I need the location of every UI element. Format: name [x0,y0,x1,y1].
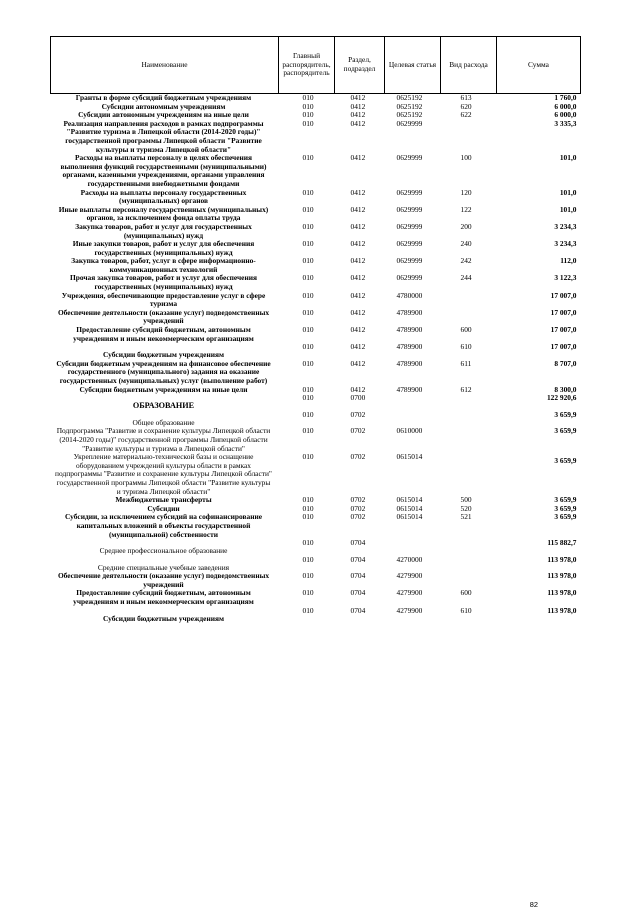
row-chief-manager: 010 [302,538,314,548]
row-section: 0704 [350,605,366,615]
header-chief-manager: Главный распорядитель, распорядитель [279,37,335,94]
row-sum: 17 007,0 [550,290,577,300]
row-sum: 1 760,0 [497,94,581,103]
row-target-article: 0629999 [396,118,423,128]
row-expense-type [441,394,497,411]
row-chief-manager: 010 [302,409,314,419]
row-target-article: 0625192 [385,94,441,103]
row-expense-type [441,453,497,496]
budget-table [50,36,581,623]
row-name: Гранты в форме субсидий бюджетным учреждениям [51,94,279,103]
row-name: Межбюджетные трансферты [115,495,212,505]
row-expense-type: 120 [460,187,472,197]
row-target-article: 0615014 [396,495,423,505]
row-expense-type: 244 [460,273,472,283]
row-expense-type: 500 [460,495,472,505]
row-target-article: 4789900 [396,342,423,352]
row-sum: 3 659,9 [554,456,577,466]
row-expense-type: 200 [460,221,472,231]
row-name: Реализация направления расходов в рамках подпрограммы "Развитие туризма в Липецкой области (2014-2020 годы)" государственной программы Липецкой области "Развитие культуры и туризма Липецкой области" [63,118,264,154]
row-target-article: 4279900 [396,588,423,598]
row-target-article: 0615014 [396,452,423,462]
table-row [51,496,581,505]
row-expense-type: 612 [460,384,472,394]
page-number: 82 [529,900,538,909]
row-target-article: 4780000 [396,290,423,300]
row-expense-type: 622 [460,110,472,120]
row-target-article: 0629999 [396,256,423,266]
row-target-article [385,411,441,428]
row-expense-type [441,120,497,154]
row-target-article: 0629999 [396,273,423,283]
row-name: Субсидии бюджетным учреждениям на иные цели [79,384,248,394]
row-sum: 3 122,3 [554,273,577,283]
row-expense-type [441,427,497,453]
row-target-article [385,394,441,411]
table-header [51,37,581,94]
row-sum: 6 000,0 [554,110,577,120]
row-name: Иные выплаты персоналу государственных (муниципальных) органов, за исключением фонда оплаты труда [58,204,269,223]
row-expense-type: 520 [460,503,472,513]
row-chief-manager: 010 [302,495,314,505]
row-expense-type [441,539,497,556]
row-section: 0412 [350,118,366,128]
row-target-article: 4789900 [396,325,423,335]
row-section: 0702 [350,452,366,462]
table-body [51,94,581,624]
row-sum: 3 335,3 [554,118,577,128]
row-name: Предоставление субсидий бюджетным, автономным учреждениям и иным некоммерческим организациям [73,588,254,607]
table-row [51,386,581,395]
row-target-article: 4789900 [396,384,423,394]
row-sum: 3 659,9 [554,503,577,513]
row-name: Субсидии [147,503,180,513]
row-name: Закупка товаров, работ, услуг в сфере информационно-коммуникационных технологий [71,256,256,274]
row-target-article: 0629999 [396,204,423,214]
row-name: Предоставление субсидий бюджетным, автономным учреждениям и иным некоммерческим организациям [73,325,254,343]
row-expense-type: 610 [460,605,472,615]
budget-table-page [50,36,580,909]
row-target-article: 0629999 [396,239,423,249]
table-row [51,206,581,223]
row-target-article: 0629999 [396,187,423,197]
row-expense-type: 610 [460,342,472,352]
row-target-article: 0615014 [396,503,423,513]
table-row [51,394,581,411]
table-row [51,326,581,343]
row-chief-manager: 010 [302,393,314,403]
row-sum: 8 707,0 [554,358,577,368]
row-section: 0702 [350,503,366,513]
row-section: 0412 [335,94,385,103]
row-expense-type [441,556,497,573]
row-chief-manager: 010 [302,187,314,197]
row-sum: 3 234,3 [554,239,577,249]
row-expense-type: 521 [460,512,472,522]
row-chief-manager: 010 [302,503,314,513]
row-sum: 101,0 [559,187,577,197]
row-name: Субсидии автономным учреждениям на иные цели [78,110,249,120]
row-name: Среднее профессиональное образование [99,546,228,556]
row-expense-type: 600 [460,325,472,335]
row-chief-manager: 010 [302,101,314,111]
header-expense-type: Вид расхода [441,37,497,94]
table-row [51,223,581,240]
row-chief-manager: 010 [302,325,314,335]
row-section: 0412 [350,256,366,266]
row-expense-type [441,309,497,326]
row-name: ОБРАЗОВАНИЕ [132,401,195,411]
header-section: Раздел, подраздел [335,37,385,94]
row-chief-manager: 010 [279,94,335,103]
row-sum: 6 000,0 [554,101,577,111]
row-name: Общее образование [132,417,195,427]
row-section: 0702 [350,409,366,419]
row-section: 0412 [350,110,366,120]
row-target-article: 0610000 [396,426,423,436]
row-expense-type: 100 [460,153,472,163]
row-target-article: 0629999 [396,153,423,163]
row-name: Обеспечение деятельности (оказание услуг) подведомственных учреждений [57,307,270,326]
row-chief-manager: 010 [302,118,314,128]
row-sum: 3 234,3 [554,221,577,231]
row-expense-type: 240 [460,239,472,249]
row-chief-manager: 010 [302,358,314,368]
row-section: 0412 [350,384,366,394]
row-section: 0412 [350,187,366,197]
row-sum: 17 007,0 [550,342,577,352]
table-row [51,556,581,573]
row-expense-type [441,572,497,589]
row-sum: 3 659,9 [554,512,577,522]
row-section: 0412 [350,221,366,231]
row-chief-manager: 010 [302,452,314,462]
row-name: Подпрограмма "Развитие и сохранение культуры Липецкой области (2014-2020 годы)" государственной программы Липецкой области "Развитие культуры и туризма в Липецкой области" [56,426,271,453]
row-sum: 122 920,6 [546,393,577,403]
row-sum: 101,0 [559,153,577,163]
row-section: 0702 [350,426,366,436]
row-section: 0702 [350,495,366,505]
table-row [51,607,581,624]
row-name: Субсидии автономным учреждениям [101,101,226,111]
table-row [51,343,581,360]
row-chief-manager: 010 [302,273,314,283]
table-row [51,309,581,326]
row-section: 0412 [350,342,366,352]
row-chief-manager: 010 [302,239,314,249]
row-section: 0412 [350,307,366,317]
row-name: Учреждения, обеспечивающие предоставление услуг в сфере туризма [61,290,266,309]
row-chief-manager: 010 [302,605,314,615]
header-sum: Сумма [497,37,581,94]
row-chief-manager: 010 [302,204,314,214]
row-chief-manager: 010 [302,342,314,352]
row-section: 0412 [350,290,366,300]
row-sum: 115 882,7 [547,538,577,548]
row-chief-manager: 010 [302,384,314,394]
row-target-article: 0625192 [396,101,423,111]
row-sum: 113 978,0 [547,605,577,615]
row-sum: 17 007,0 [550,307,577,317]
row-name: Укрепление материально-технической базы и оснащение оборудованием учреждений культуры области в рамках подпрограммы "Развитие и сохранение культуры Липецкой области" государственной программы Липецкой области "Развитие культуры и туризма Липецкой области" [55,452,272,496]
row-sum: 8 300,0 [554,384,577,394]
row-target-article [385,539,441,556]
row-section: 0702 [350,512,366,522]
row-chief-manager: 010 [302,512,314,522]
table-row [51,154,581,188]
row-section: 0412 [350,273,366,283]
row-name: Субсидии, за исключением субсидий на софинансирование капитальных вложений в объекты государственной (муниципальной) собственности [64,512,262,539]
row-section: 0412 [350,239,366,249]
row-chief-manager: 010 [302,571,314,581]
row-target-article: 0615014 [396,512,423,522]
row-name: Расходы на выплаты персоналу государственных (муниципальных) органов [80,187,247,206]
row-section: 0704 [350,588,366,598]
row-expense-type: 613 [441,94,497,103]
row-name: Субсидии бюджетным учреждениям [102,350,224,360]
table-row [51,274,581,291]
row-chief-manager: 010 [302,290,314,300]
table-row [51,427,581,453]
row-target-article: 4789900 [396,358,423,368]
row-chief-manager: 010 [302,426,314,436]
row-chief-manager: 010 [302,554,314,564]
row-name: Прочая закупка товаров, работ и услуг для обеспечения государственных (муниципальных) нужд [70,273,257,292]
table-row [51,189,581,206]
row-target-article: 0629999 [396,221,423,231]
row-sum: 113 978,0 [547,588,577,598]
row-name: Иные закупки товаров, работ и услуг для обеспечения государственных (муниципальных) нужд [72,239,255,257]
row-expense-type: 611 [460,358,472,368]
row-section: 0704 [350,538,366,548]
row-expense-type: 242 [460,256,472,266]
row-sum: 113 978,0 [547,571,577,581]
row-section: 0412 [350,358,366,368]
row-sum: 3 659,9 [554,409,577,419]
row-sum: 17 007,0 [550,325,577,335]
row-name: Обеспечение деятельности (оказание услуг) подведомственных учреждений [57,571,270,589]
row-sum: 113 978,0 [547,554,577,564]
table-row [51,257,581,274]
row-chief-manager: 010 [302,307,314,317]
header-target-article: Целевая статья [385,37,441,94]
table-row [51,411,581,428]
row-target-article: 0625192 [396,110,423,120]
row-chief-manager: 010 [302,588,314,598]
header-name: Наименование [51,37,279,94]
row-name: Субсидии бюджетным учреждениям на финансовое обеспечение государственного (муниципального) задания на оказание государственных (муниципальных) услуг (выполнение работ) [56,358,271,385]
row-section: 0704 [350,554,366,564]
row-expense-type: 122 [460,204,472,214]
row-sum: 101,0 [559,204,577,214]
row-sum: 112,0 [560,256,577,266]
row-name: Средние специальные учебные заведения [97,562,230,572]
table-row [51,453,581,496]
table-row [51,360,581,386]
row-sum: 3 659,9 [554,495,577,505]
row-expense-type: 620 [460,101,472,111]
row-section: 0412 [350,153,366,163]
table-row [51,513,581,539]
row-name: Субсидии бюджетным учреждениям [102,613,224,623]
row-expense-type [441,411,497,428]
row-chief-manager: 010 [302,221,314,231]
row-chief-manager: 010 [302,256,314,266]
row-section: 0412 [350,325,366,335]
row-name: Расходы на выплаты персоналу в целях обеспечения выполнения функций государственными (муниципальными) органами, казенными учреждениями, органами управления государственными внебюджетными фондами [60,153,267,188]
row-sum: 3 659,9 [554,426,577,436]
table-row [51,292,581,309]
row-section: 0412 [350,204,366,214]
table-row [51,120,581,154]
row-section: 0704 [350,571,366,581]
row-target-article: 4789900 [396,307,423,317]
row-name: Закупка товаров, работ и услуг для государственных (муниципальных) нужд [75,221,252,240]
row-target-article: 4270000 [396,554,423,564]
table-row [51,572,581,589]
row-chief-manager: 010 [302,153,314,163]
table-row [51,240,581,257]
row-target-article: 4279900 [396,571,423,581]
row-section: 0412 [350,101,366,111]
table-row [51,589,581,606]
row-target-article: 4279900 [396,605,423,615]
row-section: 0700 [350,393,366,403]
row-expense-type [441,292,497,309]
table-row [51,539,581,556]
row-expense-type: 600 [460,588,472,598]
row-chief-manager: 010 [302,110,314,120]
